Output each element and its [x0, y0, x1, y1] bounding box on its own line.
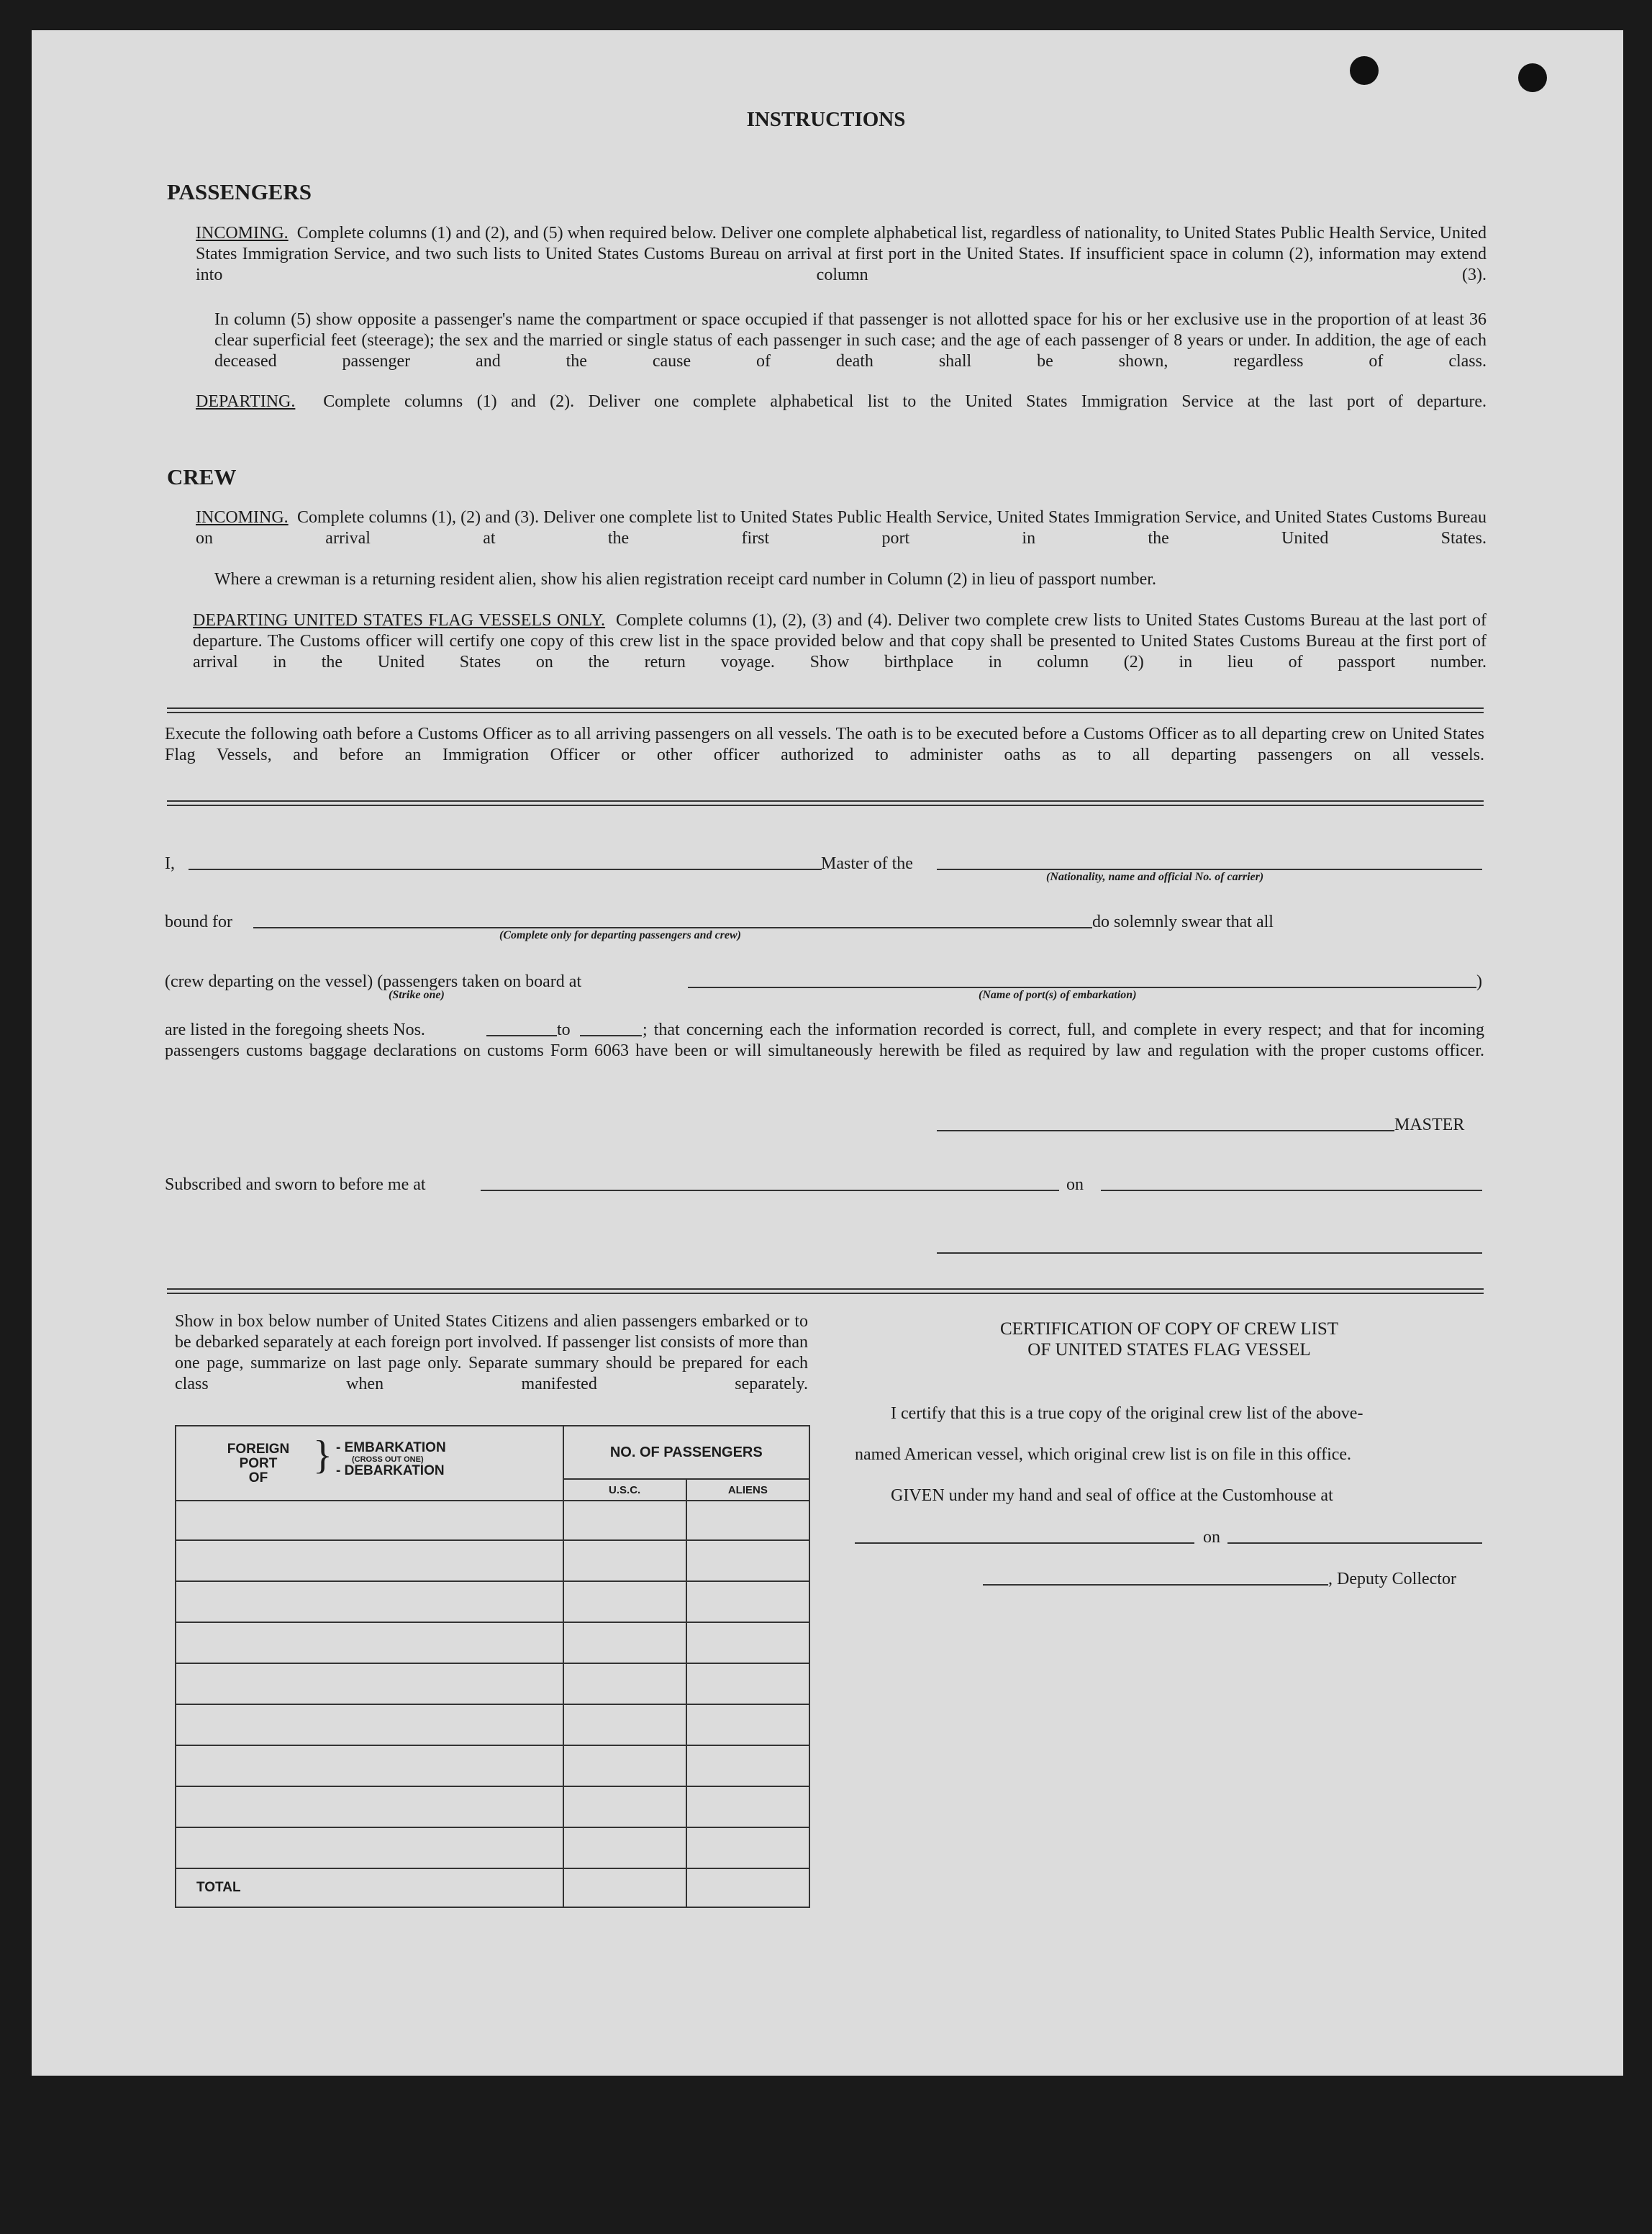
debarkation-label: - DEBARKATION — [336, 1463, 445, 1478]
certification-title-2: OF UNITED STATES FLAG VESSEL — [1027, 1340, 1311, 1360]
crew-resident-alien-text: Where a crewman is a returning resident alien, show his alien registration receipt card number in Column (2) in lieu of passport number. — [214, 570, 1156, 589]
oath-i-label: I, — [165, 854, 175, 873]
certification-text-1: I certify that this is a true copy of the original crew list of the above- — [891, 1404, 1363, 1423]
usc-cell[interactable] — [563, 1540, 686, 1581]
certification-on-label: on — [1203, 1528, 1220, 1547]
aliens-cell[interactable] — [686, 1622, 809, 1663]
crew-departing-vessel-text: (crew departing on the vessel) (passengers taken on board at — [165, 972, 582, 991]
port-label: PORT — [239, 1456, 278, 1471]
are-listed-text: are listed in the foregoing sheets Nos. — [165, 1021, 425, 1039]
passengers-column5-text: In column (5) show opposite a passenger's name the compartment or space occupied if that passenger is not allotted space for his or her exclusive use in the proportion of at least 36 clear superficial feet (steerage); the sex and the married or single status of each passenger in such case; and the age of each passenger of 8 years or under. In addition, the age of each deceased passenger and the cause of death shall be shown, regardless of class. — [214, 310, 1487, 371]
bound-for-label: bound for — [165, 913, 232, 931]
summary-instructions: Show in box below number of United States Citizens and alien passengers embarked or to be debarked separately at each foreign port involved. If passenger list consists of more than one page, summarize on last page only. Separate summary should be prepared for each class when manifested separately. — [175, 1312, 808, 1393]
certification-title-1: CERTIFICATION OF COPY OF CREW LIST — [999, 1319, 1339, 1339]
page-title: INSTRUCTIONS — [746, 108, 906, 131]
customhouse-line[interactable] — [855, 1542, 1194, 1544]
oath-intro: Execute the following oath before a Customs Officer as to all arriving passengers on all vessels. The oath is to be executed before a Customs Officer as to all departing crew on United States Flag Vessels, and before an Immigration Officer or other officer authorized to administer oaths as to all departing passengers on all vessels. — [165, 725, 1484, 764]
passengers-incoming-text: Complete columns (1) and (2), and (5) when required below. Deliver one complete alphabetical list, regardless of nationality, to United States Public Health Service, United States Immigration Service, and two such lists to United States Customs Bureau on arrival at first port in the United States. If insufficient space in column (2), information may extend into column (3). — [196, 224, 1487, 284]
master-label: MASTER — [1394, 1116, 1465, 1134]
certification-given: GIVEN under my hand and seal of office at the Customhouse at — [891, 1486, 1333, 1505]
divider — [167, 1288, 1484, 1294]
usc-cell[interactable] — [563, 1501, 686, 1540]
usc-cell[interactable] — [563, 1827, 686, 1868]
usc-cell[interactable] — [563, 1663, 686, 1704]
aliens-cell[interactable] — [686, 1704, 809, 1745]
certification-text-2: named American vessel, which original crew list is on file in this office. — [855, 1445, 1352, 1464]
to-label: to — [557, 1021, 571, 1039]
crew-incoming — [196, 507, 1487, 549]
aliens-total-cell[interactable] — [686, 1868, 809, 1907]
port-cell[interactable] — [176, 1581, 563, 1622]
do-solemnly-text: do solemnly swear that all — [1092, 913, 1274, 931]
master-of-label: Master of the — [821, 854, 913, 873]
passengers-departing-text: Complete columns (1) and (2). Deliver one complete alphabetical list to the United States Immigration Service at the last port of departure. — [323, 392, 1487, 411]
passenger-summary-table — [175, 1425, 810, 1908]
oath-body: ; that concerning each the information recorded is correct, full, and complete in every respect; and that for incoming passengers customs baggage declarations on customs Form 6063 have been or will simultaneously herewith be filed as required by law and regulation with the proper customs officer. — [165, 1021, 1484, 1060]
port-cell[interactable] — [176, 1745, 563, 1786]
usc-cell[interactable] — [563, 1786, 686, 1827]
certification-date-line[interactable] — [1227, 1542, 1482, 1544]
punch-hole-right — [1518, 63, 1547, 92]
crew-heading: CREW — [167, 464, 237, 489]
no-of-passengers-header: NO. OF PASSENGERS — [563, 1426, 809, 1479]
aliens-cell[interactable] — [686, 1745, 809, 1786]
passengers-heading: PASSENGERS — [167, 179, 312, 204]
aliens-cell[interactable] — [686, 1540, 809, 1581]
port-cell[interactable] — [176, 1501, 563, 1540]
passengers-departing — [196, 392, 1487, 412]
sworn-date-line[interactable] — [1101, 1190, 1482, 1191]
aliens-cell[interactable] — [686, 1501, 809, 1540]
usc-header: U.S.C. — [563, 1479, 686, 1501]
embarkation-label: - EMBARKATION — [336, 1440, 446, 1455]
brace-icon: } — [313, 1433, 332, 1478]
usc-cell[interactable] — [563, 1622, 686, 1663]
ports-of-embarkation-line[interactable] — [688, 987, 1476, 988]
usc-cell[interactable] — [563, 1704, 686, 1745]
port-cell[interactable] — [176, 1540, 563, 1581]
close-paren: ) — [1476, 972, 1482, 991]
crew-departing-label: DEPARTING UNITED STATES FLAG VESSELS ONLY. — [193, 611, 606, 630]
nationality-caption: (Nationality, name and official No. of carrier) — [1046, 871, 1264, 883]
port-cell[interactable] — [176, 1663, 563, 1704]
strike-one-caption: (Strike one) — [389, 989, 445, 1001]
foreign-label: FOREIGN — [227, 1442, 290, 1457]
sworn-on-label: on — [1066, 1175, 1084, 1194]
punch-hole-left — [1350, 56, 1379, 85]
usc-cell[interactable] — [563, 1745, 686, 1786]
crew-departing — [193, 610, 1487, 673]
crew-incoming-text: Complete columns (1), (2) and (3). Deliver one complete list to United States Public Health Service, United States Immigration Service, and United States Customs Bureau on arrival at the first port in the United States. — [196, 508, 1487, 548]
officer-signature-line[interactable] — [937, 1252, 1482, 1254]
port-cell[interactable] — [176, 1786, 563, 1827]
port-cell[interactable] — [176, 1622, 563, 1663]
aliens-header: ALIENS — [686, 1479, 809, 1501]
port-cell[interactable] — [176, 1704, 563, 1745]
usc-cell[interactable] — [563, 1581, 686, 1622]
aliens-cell[interactable] — [686, 1663, 809, 1704]
usc-total-cell[interactable] — [563, 1868, 686, 1907]
foreign-port-header — [176, 1426, 563, 1501]
crew-departing-text: Complete columns (1), (2), (3) and (4). Deliver two complete crew lists to United States Customs Bureau at the last port of departure. The Customs officer will certify one copy of this crew list in the space provided below and that copy shall be presented to United States Customs Bureau at the first port of arrival in the United States on the return voyage. Show birthplace in column (2) in lieu of passport number. — [193, 611, 1487, 671]
of-label: OF — [248, 1470, 268, 1485]
deputy-collector-label: , Deputy Collector — [1328, 1570, 1456, 1588]
destination-line[interactable] — [253, 927, 1092, 928]
crew-incoming-label: INCOMING. — [196, 508, 289, 527]
deputy-signature-line[interactable] — [983, 1584, 1328, 1586]
divider — [167, 707, 1484, 713]
vessel-name-line[interactable] — [937, 869, 1482, 870]
aliens-cell[interactable] — [686, 1827, 809, 1868]
passengers-incoming-label: INCOMING. — [196, 224, 289, 243]
aliens-cell[interactable] — [686, 1786, 809, 1827]
aliens-cell[interactable] — [686, 1581, 809, 1622]
ports-caption: (Name of port(s) of embarkation) — [979, 989, 1137, 1001]
master-signature-line[interactable] — [937, 1130, 1394, 1131]
total-label: TOTAL — [176, 1868, 563, 1907]
cross-out-label: (CROSS OUT ONE) — [352, 1455, 424, 1464]
passengers-departing-label: DEPARTING. — [196, 392, 296, 411]
port-cell[interactable] — [176, 1827, 563, 1868]
subscribed-text: Subscribed and sworn to before me at — [165, 1175, 426, 1194]
master-name-line[interactable] — [189, 869, 822, 870]
divider — [167, 800, 1484, 806]
sworn-place-line[interactable] — [481, 1190, 1059, 1191]
complete-only-caption: (Complete only for departing passengers and crew) — [499, 929, 741, 941]
passengers-incoming — [196, 223, 1487, 286]
